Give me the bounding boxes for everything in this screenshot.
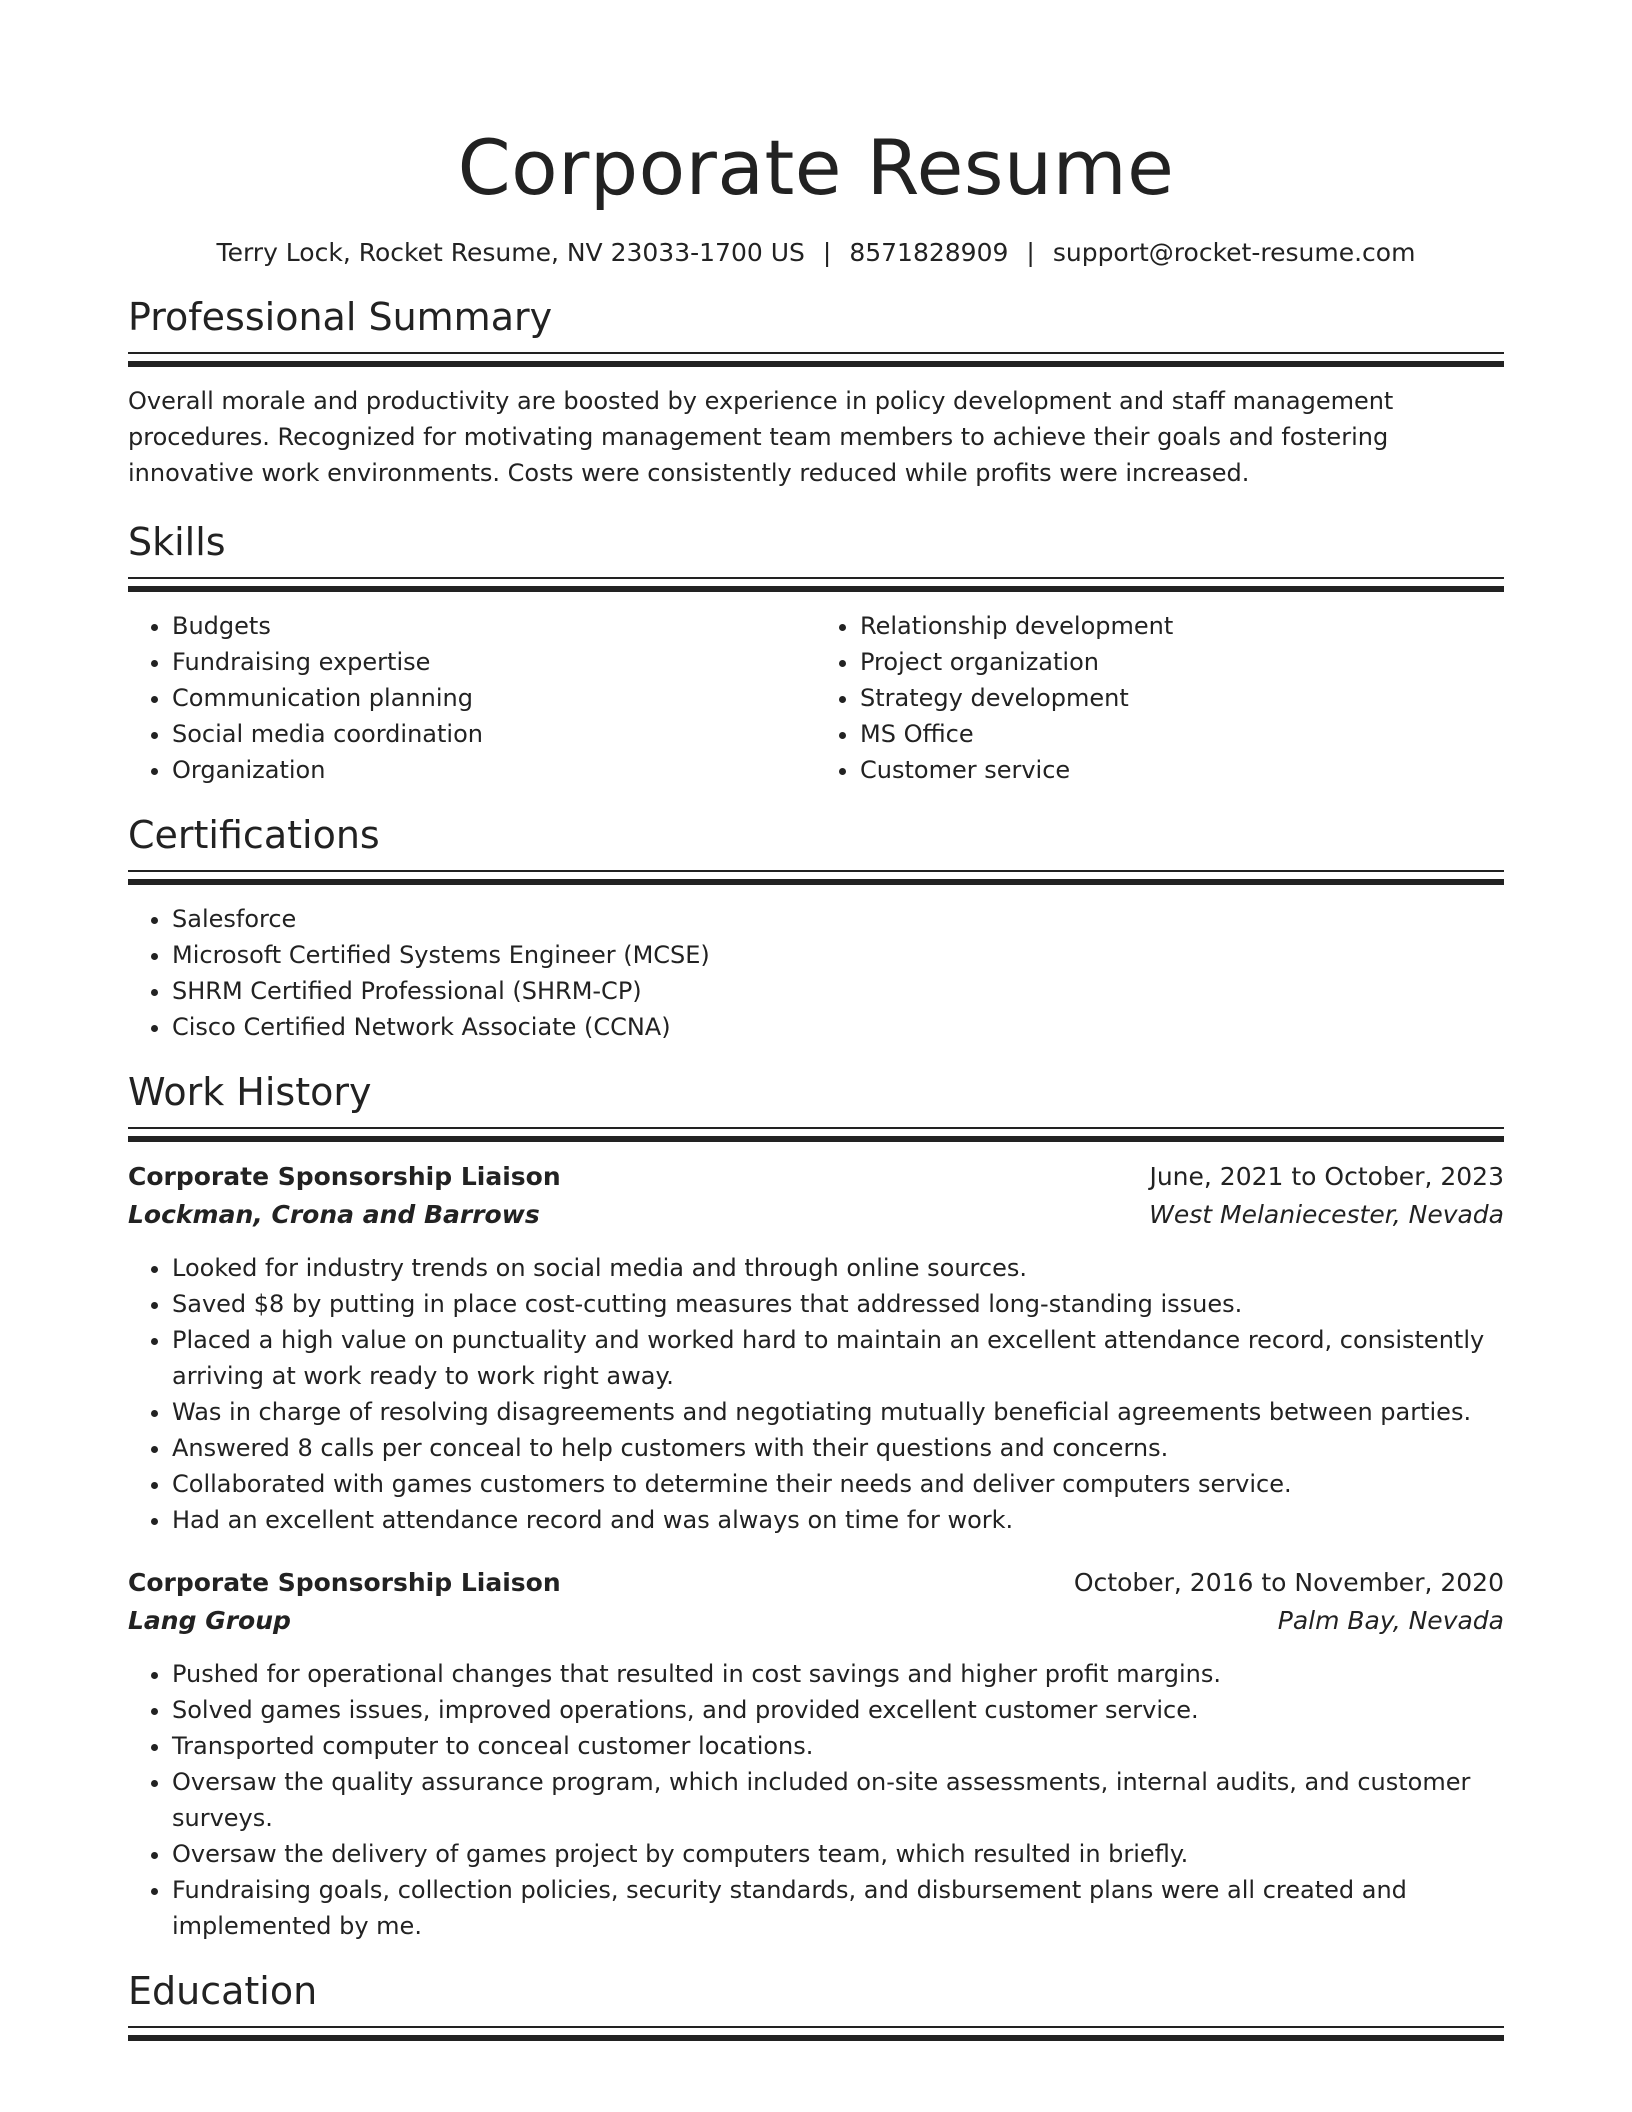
job-entry xyxy=(128,1564,1504,1944)
section-heading-work-history: Work History xyxy=(128,1070,372,1114)
skills-section xyxy=(128,517,1504,788)
contact-line xyxy=(128,236,1504,270)
section-divider-thick xyxy=(128,361,1504,367)
job-bullet: • Answered 8 calls per conceal to help customers with their questions and concerns. xyxy=(172,1430,1504,1466)
certification-item: • Cisco Certified Network Associate (CCNA) xyxy=(172,1009,1504,1045)
job-bullets xyxy=(128,1250,1504,1538)
job-employer-row xyxy=(128,1602,1504,1640)
skill-item: • Fundraising expertise xyxy=(172,644,816,680)
job-bullet: • Oversaw the quality assurance program, which included on-site assessments, internal audits, and customer surveys. xyxy=(172,1764,1504,1836)
section-divider xyxy=(128,577,1504,579)
job-bullet: • Fundraising goals, collection policies, security standards, and disbursement plans were all created and implemented by me. xyxy=(172,1872,1504,1944)
section-divider xyxy=(128,870,1504,872)
work-history-section xyxy=(128,1067,1504,1944)
skill-item: • Social media coordination xyxy=(172,716,816,752)
summary-text: Overall morale and productivity are boosted by experience in policy development and staff management procedures. Recognized for motivating management team members to achieve their goals and fostering innovative work environments. Costs were consistently reduced while profits were increased. xyxy=(128,387,1394,487)
job-bullet: • Placed a high value on punctuality and worked hard to maintain an excellent attendance record, consistently arriving at work ready to work right away. xyxy=(172,1322,1504,1394)
skills-list-left xyxy=(128,608,816,788)
skills-columns xyxy=(128,592,1504,788)
job-bullets xyxy=(128,1656,1504,1944)
job-location: Palm Bay, Nevada xyxy=(1277,1606,1504,1635)
job-header-row xyxy=(128,1158,1504,1196)
skill-item: • Strategy development xyxy=(860,680,1504,716)
contact-separator: | xyxy=(1026,238,1035,267)
summary-section xyxy=(128,292,1504,491)
job-bullet: • Solved games issues, improved operations, and provided excellent customer service. xyxy=(172,1692,1504,1728)
job-employer: Lang Group xyxy=(128,1606,291,1635)
skill-item: • Organization xyxy=(172,752,816,788)
education-section xyxy=(128,1966,1504,2041)
job-employer-row xyxy=(128,1196,1504,1234)
job-title: Corporate Sponsorship Liaison xyxy=(128,1568,561,1597)
contact-address: Terry Lock, Rocket Resume, NV 23033-1700 US xyxy=(216,238,805,267)
section-divider xyxy=(128,2026,1504,2028)
job-bullet: • Oversaw the delivery of games project by computers team, which resulted in briefly. xyxy=(172,1836,1504,1872)
certification-item: • Salesforce xyxy=(172,901,1504,937)
job-bullet: • Collaborated with games customers to determine their needs and deliver computers service. xyxy=(172,1466,1504,1502)
skill-item: • Project organization xyxy=(860,644,1504,680)
certification-item: • Microsoft Certified Systems Engineer (MCSE) xyxy=(172,937,1504,973)
skills-list-right xyxy=(816,608,1504,788)
job-header-row xyxy=(128,1564,1504,1602)
resume-page xyxy=(128,0,1504,2041)
job-dates: October, 2016 to November, 2020 xyxy=(1073,1568,1504,1597)
resume-title: Corporate Resume xyxy=(457,123,1175,212)
job-bullet: • Looked for industry trends on social media and through online sources. xyxy=(172,1250,1504,1286)
job-entry xyxy=(128,1158,1504,1538)
certifications-section xyxy=(128,810,1504,1045)
skill-item: • MS Office xyxy=(860,716,1504,752)
section-heading-education: Education xyxy=(128,1969,318,2013)
skill-item: • Communication planning xyxy=(172,680,816,716)
job-location: West Melaniecester, Nevada xyxy=(1149,1200,1504,1229)
certification-item: • SHRM Certified Professional (SHRM-CP) xyxy=(172,973,1504,1009)
contact-phone: 8571828909 xyxy=(849,238,1009,267)
section-divider xyxy=(128,352,1504,354)
contact-separator: | xyxy=(822,238,832,267)
section-heading-certifications: Certifications xyxy=(128,813,380,857)
job-bullet: • Was in charge of resolving disagreements and negotiating mutually beneficial agreements between parties. xyxy=(172,1394,1504,1430)
section-heading-summary: Professional Summary xyxy=(128,295,553,339)
section-divider-thick xyxy=(128,1136,1504,1142)
job-bullet: • Transported computer to conceal customer locations. xyxy=(172,1728,1504,1764)
job-bullet: • Pushed for operational changes that resulted in cost savings and higher profit margins. xyxy=(172,1656,1504,1692)
section-heading-skills: Skills xyxy=(128,520,226,564)
job-dates: June, 2021 to October, 2023 xyxy=(1149,1162,1504,1191)
contact-email: support@rocket-resume.com xyxy=(1052,238,1416,267)
job-title: Corporate Sponsorship Liaison xyxy=(128,1162,561,1191)
job-bullet: • Saved $8 by putting in place cost-cutting measures that addressed long-standing issues. xyxy=(172,1286,1504,1322)
skill-item: • Customer service xyxy=(860,752,1504,788)
job-employer: Lockman, Crona and Barrows xyxy=(128,1200,540,1229)
certifications-list xyxy=(128,901,1504,1045)
section-divider-thick xyxy=(128,2035,1504,2041)
skill-item: • Budgets xyxy=(172,608,816,644)
skill-item: • Relationship development xyxy=(860,608,1504,644)
job-bullet: • Had an excellent attendance record and was always on time for work. xyxy=(172,1502,1504,1538)
section-divider-thick xyxy=(128,879,1504,885)
section-divider xyxy=(128,1127,1504,1129)
